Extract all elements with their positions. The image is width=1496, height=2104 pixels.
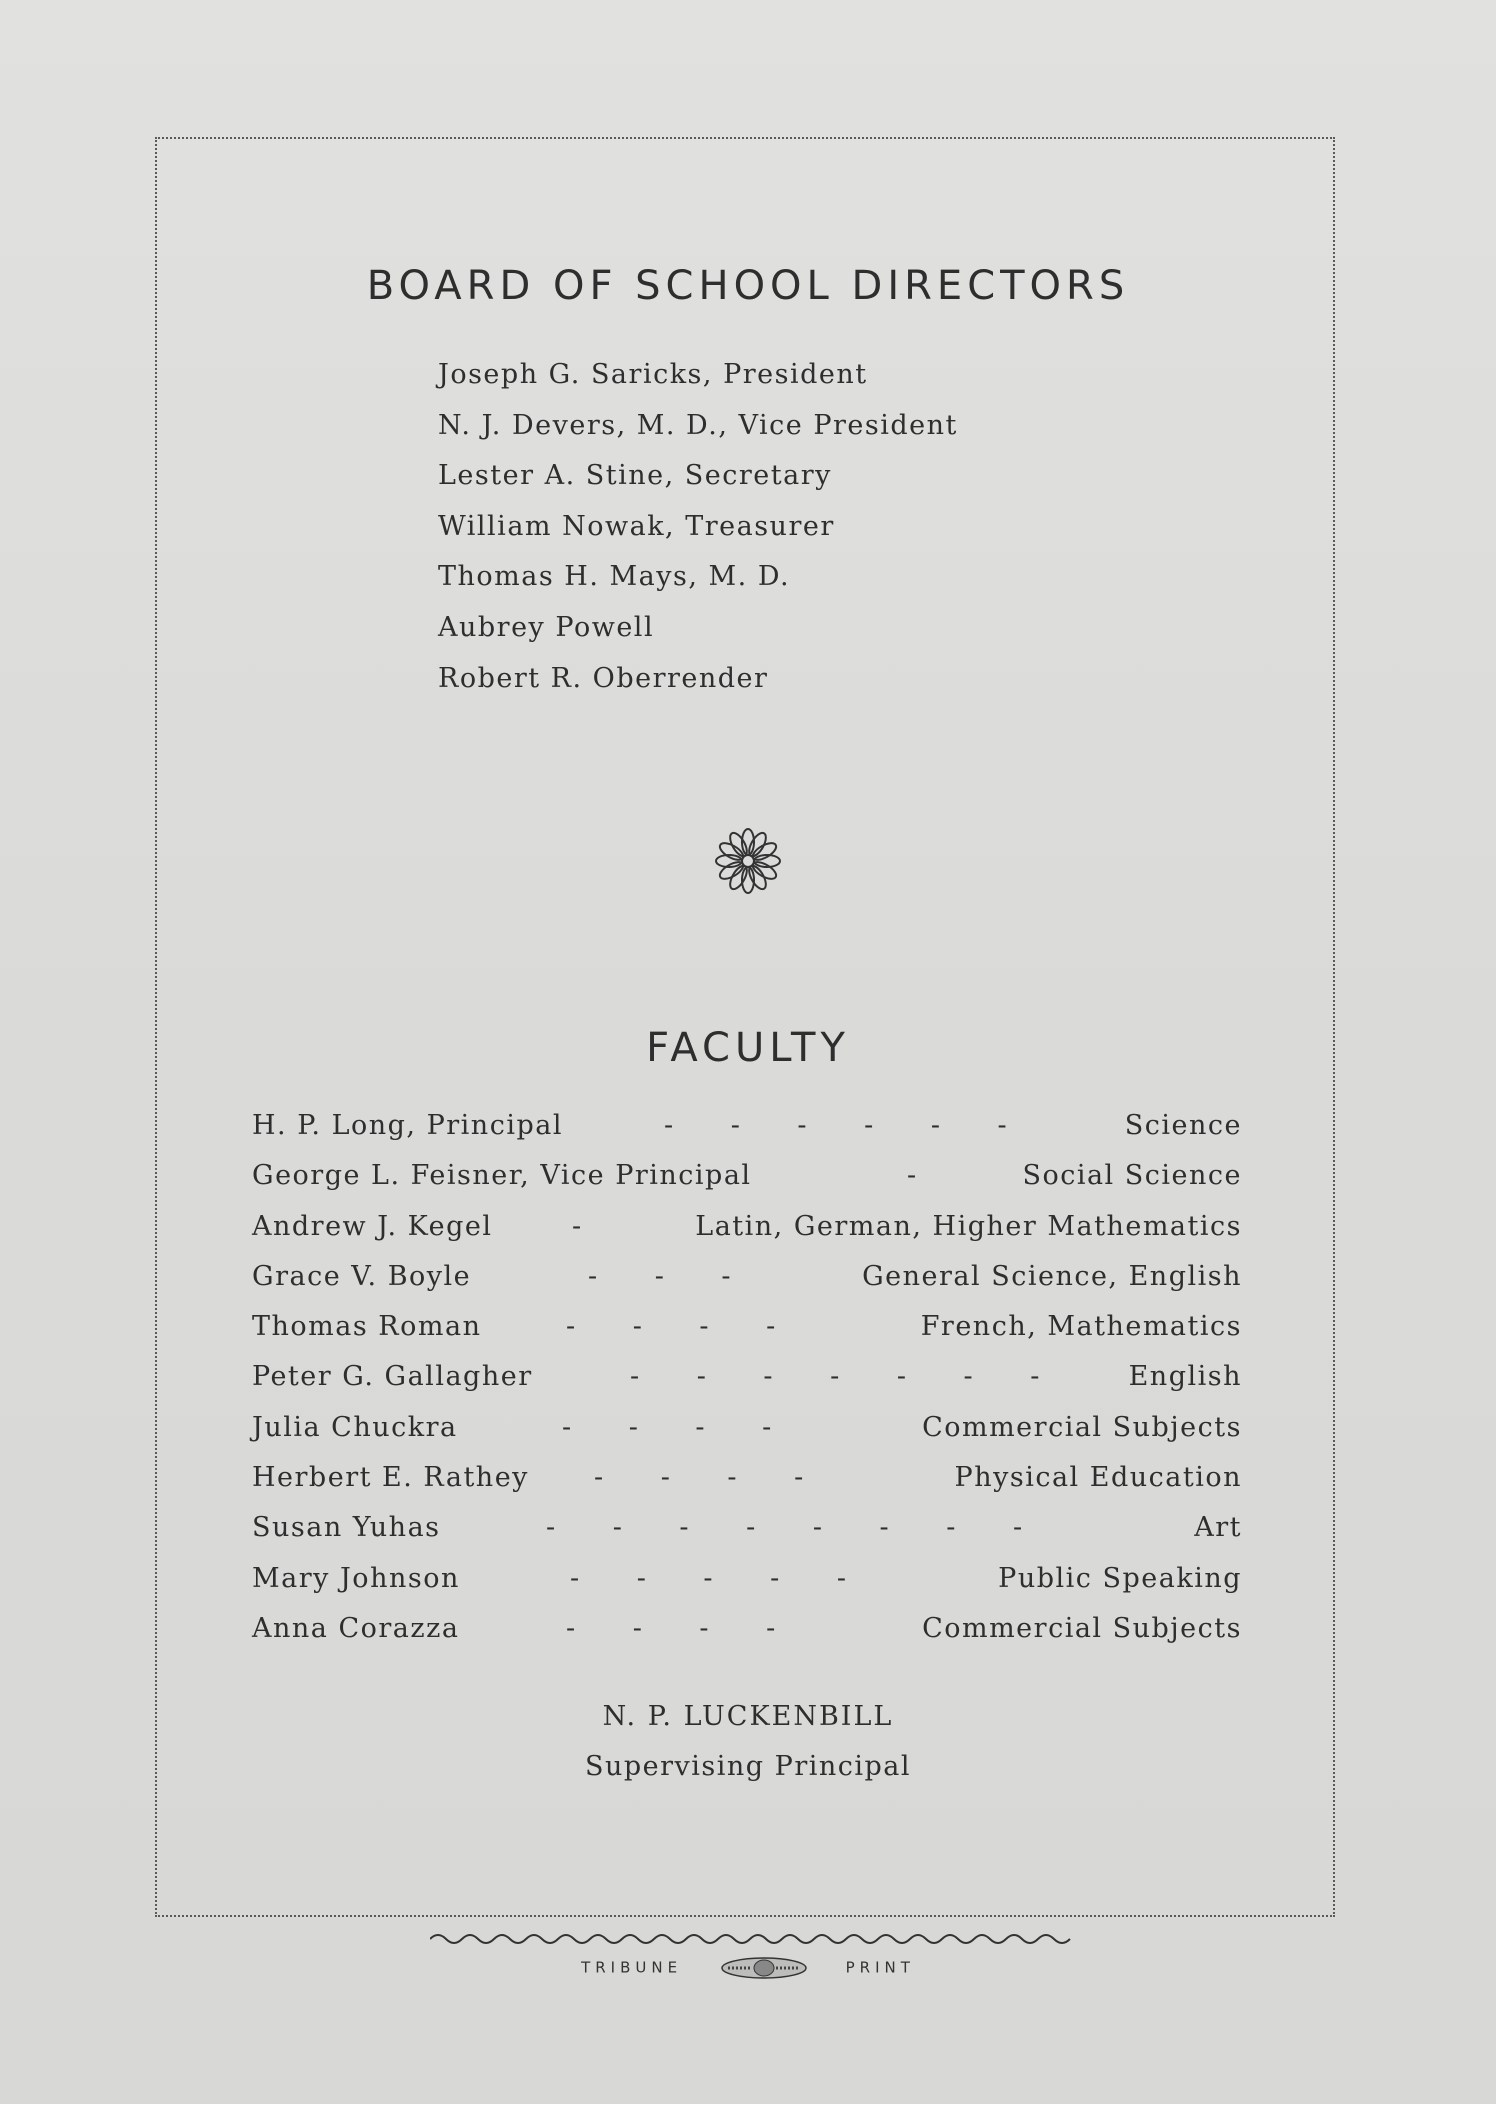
faculty-name: George L. Feisner, Vice Principal [252, 1160, 752, 1192]
printer-imprint [0, 1956, 1496, 1980]
leader-dashes: - - - - - - - [630, 1361, 1041, 1393]
faculty-row [252, 1101, 1242, 1151]
board-title: BOARD OF SCHOOL DIRECTORS [366, 263, 1130, 309]
faculty-row [252, 1604, 1242, 1654]
faculty-row [252, 1403, 1242, 1453]
faculty-name: Anna Corazza [252, 1612, 460, 1644]
leader-dashes: - - - - [566, 1612, 777, 1644]
leader-dashes: - - - - [566, 1311, 777, 1343]
faculty-subject: Social Science [1022, 1160, 1242, 1192]
faculty-subject: Public Speaking [998, 1562, 1242, 1594]
board-member: Thomas H. Mays, M. D. [438, 561, 791, 593]
board-members-list [438, 350, 958, 704]
supervisor-name: N. P. LUCKENBILL [602, 1701, 894, 1732]
faculty-row [252, 1352, 1242, 1402]
faculty-name: Julia Chuckra [252, 1411, 458, 1443]
faculty-subject: Physical Education [954, 1462, 1242, 1494]
faculty-name: Grace V. Boyle [252, 1260, 472, 1292]
imprint-left: TRIBUNE [581, 1958, 683, 1977]
imprint-right: PRINT [845, 1958, 915, 1977]
leader-dashes: - - - - - - [664, 1110, 1009, 1141]
faculty-name: Herbert E. Rathey [252, 1462, 529, 1494]
board-member: N. J. Devers, M. D., Vice President [438, 409, 958, 441]
leader-dashes: - - - [588, 1260, 733, 1292]
floral-rosette-icon [711, 824, 785, 898]
faculty-row [252, 1202, 1242, 1252]
faculty-name: Andrew J. Kegel [252, 1210, 493, 1242]
faculty-name: H. P. Long, Principal [252, 1110, 563, 1141]
supervisor-title: Supervising Principal [584, 1751, 912, 1782]
board-member: Robert R. Oberrender [438, 662, 769, 694]
faculty-subject: Art [1194, 1512, 1242, 1544]
faculty-subject: Science [1124, 1110, 1242, 1141]
board-member: Lester A. Stine, Secretary [438, 460, 832, 492]
union-label-seal-icon [720, 1956, 808, 1980]
faculty-subject: Commercial Subjects [922, 1411, 1242, 1443]
faculty-subject: Latin, German, Higher Mathematics [695, 1210, 1242, 1242]
leader-dashes: - [572, 1210, 583, 1242]
faculty-title: FACULTY [646, 1025, 850, 1071]
faculty-row [252, 1252, 1242, 1302]
leader-dashes: - - - - - [570, 1562, 848, 1594]
faculty-subject: Commercial Subjects [922, 1612, 1242, 1644]
leader-dashes: - - - - [562, 1411, 773, 1443]
faculty-row [252, 1554, 1242, 1604]
board-member: Joseph G. Saricks, President [438, 359, 868, 390]
faculty-name: Peter G. Gallagher [252, 1361, 533, 1393]
faculty-row [252, 1503, 1242, 1553]
supervisor-block [0, 1692, 1496, 1792]
faculty-row [252, 1151, 1242, 1201]
leader-dashes: - [907, 1160, 918, 1192]
faculty-name: Mary Johnson [252, 1562, 460, 1594]
board-member: William Nowak, Treasurer [438, 510, 835, 542]
faculty-row [252, 1453, 1242, 1503]
faculty-list [252, 1101, 1242, 1654]
wavy-rule-icon [430, 1929, 1075, 1949]
faculty-subject: English [1128, 1361, 1242, 1393]
leader-dashes: - - - - [594, 1462, 805, 1494]
faculty-subject: General Science, English [862, 1260, 1242, 1292]
faculty-row [252, 1302, 1242, 1352]
faculty-name: Thomas Roman [252, 1311, 482, 1343]
leader-dashes: - - - - - - - - [546, 1512, 1024, 1544]
board-member: Aubrey Powell [438, 611, 655, 643]
faculty-name: Susan Yuhas [252, 1512, 441, 1544]
faculty-subject: French, Mathematics [920, 1311, 1242, 1343]
